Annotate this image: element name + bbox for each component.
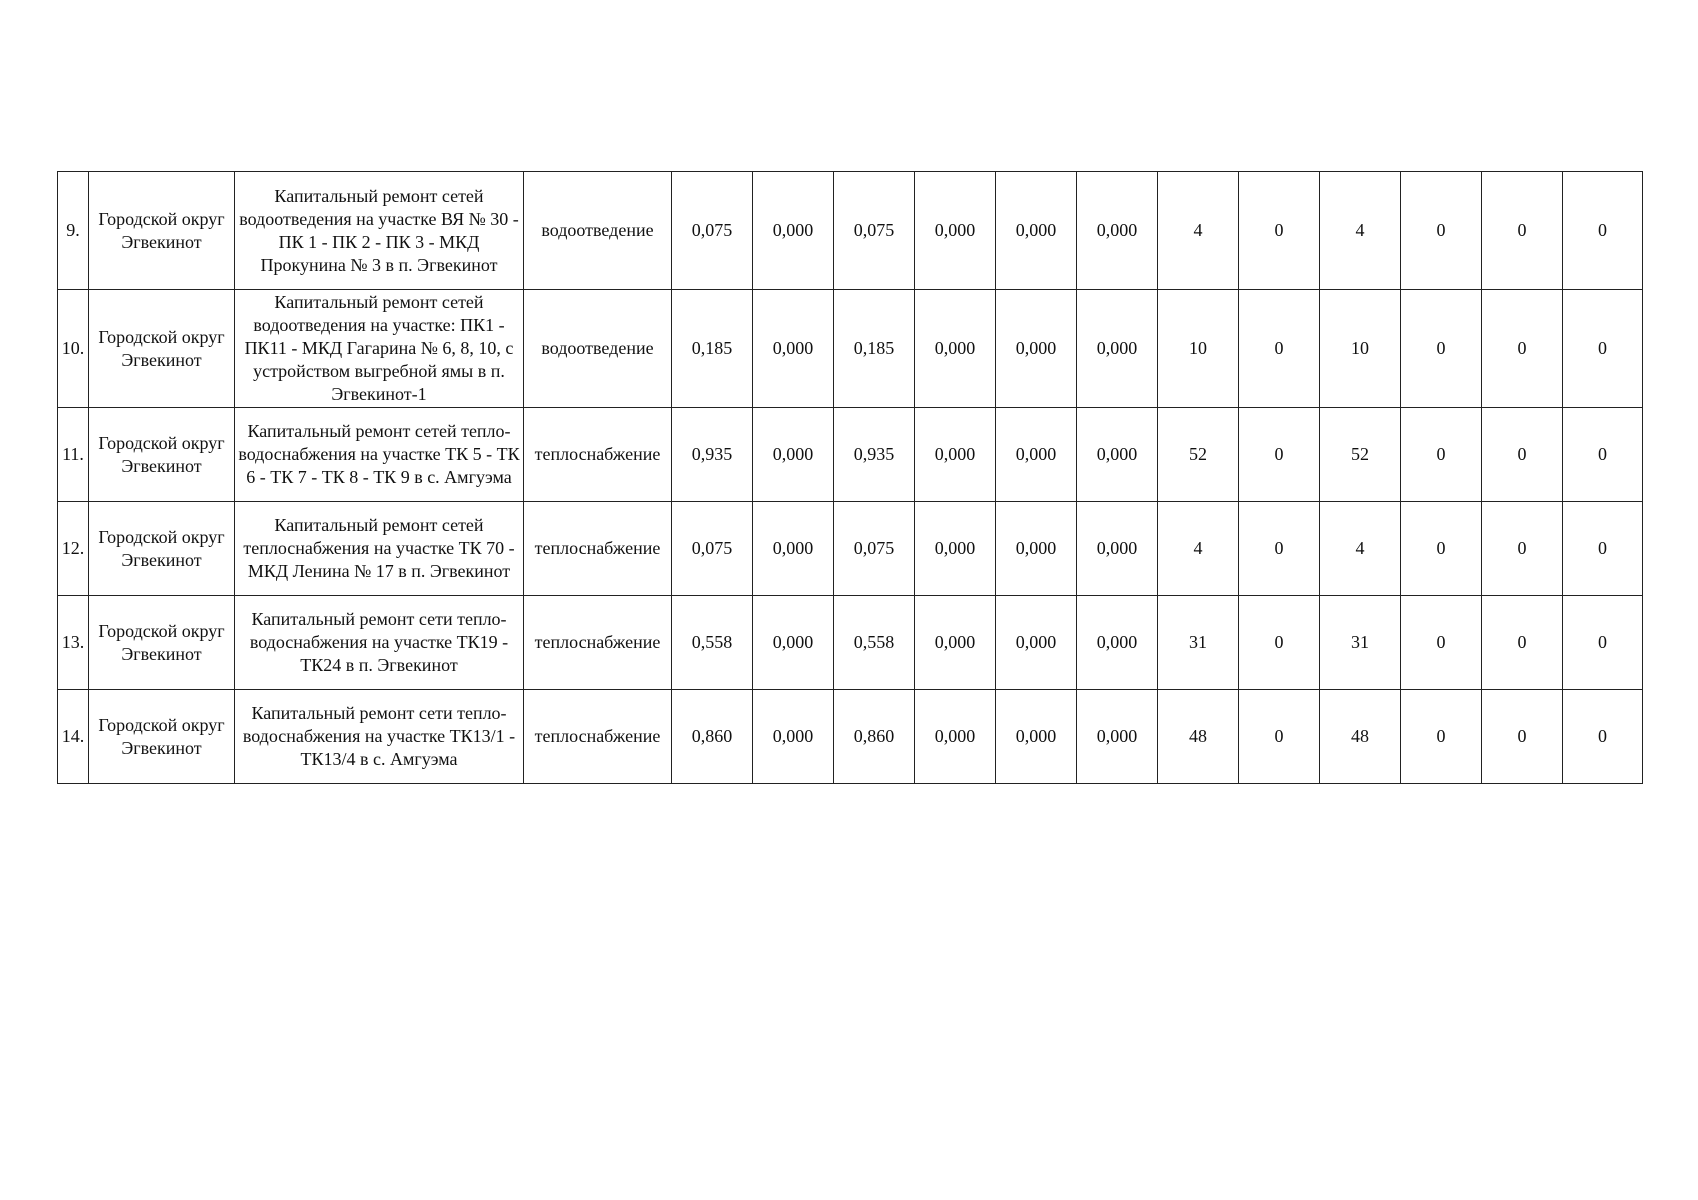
work-description-cell: Капитальный ремонт сети тепло-водоснабжения на участке ТК13/1 - ТК13/4 в с. Амгуэма: [235, 690, 524, 784]
table-row: [58, 502, 1643, 596]
utility-type-cell: теплоснабжение: [524, 502, 672, 596]
value-cell: 0: [1482, 290, 1563, 408]
value-cell: 0: [1239, 172, 1320, 290]
value-cell: 0,000: [753, 172, 834, 290]
value-cell: 0,000: [1077, 596, 1158, 690]
value-cell: 0,860: [834, 690, 915, 784]
row-number: 12.: [58, 502, 89, 596]
utility-type-cell: теплоснабжение: [524, 408, 672, 502]
value-cell: 0: [1401, 172, 1482, 290]
value-cell: 0,000: [1077, 290, 1158, 408]
value-cell: 4: [1158, 502, 1239, 596]
value-cell: 0: [1563, 690, 1643, 784]
district-cell: Городской округ Эгвекинот: [89, 290, 235, 408]
row-number: 13.: [58, 596, 89, 690]
value-cell: 0,558: [672, 596, 753, 690]
value-cell: 0,935: [834, 408, 915, 502]
value-cell: 0,000: [1077, 502, 1158, 596]
value-cell: 0,000: [915, 690, 996, 784]
value-cell: 0: [1482, 596, 1563, 690]
repair-works-table: [57, 171, 1643, 784]
value-cell: 0,000: [915, 290, 996, 408]
value-cell: 52: [1320, 408, 1401, 502]
work-description-cell: Капитальный ремонт сетей водоотведения на участке: ПК1 - ПК11 - МКД Гагарина № 6, 8, 10, с устройством выгребной ямы в п. Эгвекинот-1: [235, 290, 524, 408]
utility-type-cell: водоотведение: [524, 172, 672, 290]
value-cell: 0,000: [996, 502, 1077, 596]
value-cell: 31: [1320, 596, 1401, 690]
value-cell: 0: [1563, 502, 1643, 596]
value-cell: 52: [1158, 408, 1239, 502]
work-description-cell: Капитальный ремонт сетей водоотведения на участке ВЯ № 30 - ПК 1 - ПК 2 - ПК 3 - МКД Прокунина № 3 в п. Эгвекинот: [235, 172, 524, 290]
value-cell: 0: [1401, 690, 1482, 784]
value-cell: 0,000: [1077, 408, 1158, 502]
value-cell: 4: [1158, 172, 1239, 290]
value-cell: 0,000: [996, 408, 1077, 502]
value-cell: 0: [1563, 408, 1643, 502]
value-cell: 0: [1482, 172, 1563, 290]
value-cell: 0,000: [753, 408, 834, 502]
work-description-cell: Капитальный ремонт сетей тепло-водоснабжения на участке ТК 5 - ТК 6 - ТК 7 - ТК 8 - ТК 9 в с. Амгуэма: [235, 408, 524, 502]
value-cell: 0,185: [834, 290, 915, 408]
value-cell: 0: [1239, 408, 1320, 502]
row-number: 9.: [58, 172, 89, 290]
value-cell: 0,000: [915, 596, 996, 690]
district-cell: Городской округ Эгвекинот: [89, 690, 235, 784]
value-cell: 0,000: [996, 596, 1077, 690]
value-cell: 0: [1239, 290, 1320, 408]
value-cell: 31: [1158, 596, 1239, 690]
value-cell: 0: [1401, 502, 1482, 596]
value-cell: 0,075: [834, 172, 915, 290]
value-cell: 0: [1239, 502, 1320, 596]
value-cell: 0: [1239, 596, 1320, 690]
table-row: [58, 596, 1643, 690]
value-cell: 0: [1401, 596, 1482, 690]
value-cell: 10: [1158, 290, 1239, 408]
value-cell: 0,075: [672, 172, 753, 290]
value-cell: 0: [1239, 690, 1320, 784]
work-description-cell: Капитальный ремонт сети тепло-водоснабжения на участке ТК19 - ТК24 в п. Эгвекинот: [235, 596, 524, 690]
table-row: [58, 172, 1643, 290]
utility-type-cell: теплоснабжение: [524, 596, 672, 690]
value-cell: 0: [1563, 596, 1643, 690]
utility-type-cell: водоотведение: [524, 290, 672, 408]
value-cell: 0,000: [996, 690, 1077, 784]
value-cell: 0,075: [834, 502, 915, 596]
value-cell: 0,075: [672, 502, 753, 596]
value-cell: 4: [1320, 502, 1401, 596]
value-cell: 0,000: [753, 290, 834, 408]
table-row: [58, 408, 1643, 502]
value-cell: 0,000: [753, 596, 834, 690]
value-cell: 0: [1563, 290, 1643, 408]
district-cell: Городской округ Эгвекинот: [89, 408, 235, 502]
district-cell: Городской округ Эгвекинот: [89, 172, 235, 290]
row-number: 11.: [58, 408, 89, 502]
value-cell: 0,000: [915, 408, 996, 502]
work-description-cell: Капитальный ремонт сетей теплоснабжения на участке ТК 70 - МКД Ленина № 17 в п. Эгвекинот: [235, 502, 524, 596]
value-cell: 10: [1320, 290, 1401, 408]
row-number: 10.: [58, 290, 89, 408]
value-cell: 0,185: [672, 290, 753, 408]
utility-type-cell: теплоснабжение: [524, 690, 672, 784]
value-cell: 0,558: [834, 596, 915, 690]
value-cell: 0: [1482, 502, 1563, 596]
value-cell: 48: [1158, 690, 1239, 784]
value-cell: 0,000: [996, 172, 1077, 290]
table-row: [58, 290, 1643, 408]
value-cell: 0: [1401, 290, 1482, 408]
value-cell: 0: [1401, 408, 1482, 502]
district-cell: Городской округ Эгвекинот: [89, 596, 235, 690]
value-cell: 0,000: [996, 290, 1077, 408]
district-cell: Городской округ Эгвекинот: [89, 502, 235, 596]
value-cell: 0,860: [672, 690, 753, 784]
table-row: [58, 690, 1643, 784]
value-cell: 0,935: [672, 408, 753, 502]
value-cell: 0: [1482, 408, 1563, 502]
value-cell: 0: [1563, 172, 1643, 290]
value-cell: 48: [1320, 690, 1401, 784]
value-cell: 4: [1320, 172, 1401, 290]
value-cell: 0: [1482, 690, 1563, 784]
value-cell: 0,000: [753, 690, 834, 784]
value-cell: 0,000: [753, 502, 834, 596]
row-number: 14.: [58, 690, 89, 784]
value-cell: 0,000: [915, 502, 996, 596]
value-cell: 0,000: [915, 172, 996, 290]
value-cell: 0,000: [1077, 172, 1158, 290]
value-cell: 0,000: [1077, 690, 1158, 784]
